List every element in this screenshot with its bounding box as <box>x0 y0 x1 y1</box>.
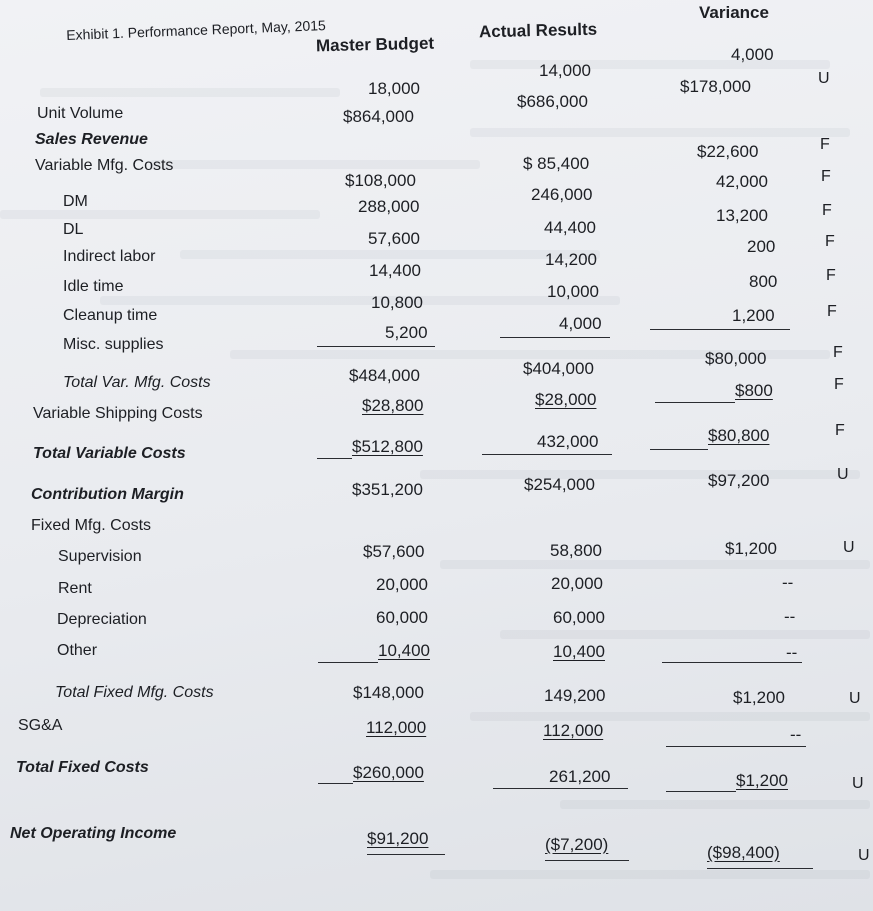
actual-value: 112,000 <box>543 721 604 740</box>
row-label: Rent <box>58 580 92 597</box>
variance-value: -- <box>784 607 796 626</box>
variance-value: $1,200 <box>733 688 785 707</box>
bleed-through-texture <box>470 712 870 721</box>
actual-value: $28,000 <box>535 390 597 409</box>
actual-value: $254,000 <box>524 475 595 494</box>
actual-value: 149,200 <box>544 686 606 705</box>
row-label: Total Variable Costs <box>33 445 186 462</box>
actual-value: $686,000 <box>517 92 588 111</box>
variance-value: -- <box>782 573 794 592</box>
subtotal-rule <box>500 337 610 338</box>
variance-flag: F <box>820 136 830 153</box>
master-value: $484,000 <box>349 366 420 385</box>
subtotal-rule <box>493 788 628 789</box>
actual-value: 10,000 <box>547 282 599 301</box>
row-label: Contribution Margin <box>31 486 184 503</box>
bleed-through-texture <box>500 630 870 639</box>
subtotal-rule <box>650 329 790 330</box>
variance-flag: U <box>843 539 855 556</box>
master-value: 60,000 <box>376 608 428 627</box>
bleed-through-texture <box>40 88 340 97</box>
row-label: Cleanup time <box>63 307 158 324</box>
row-label: Total Var. Mfg. Costs <box>63 374 211 391</box>
bleed-through-texture <box>430 870 870 879</box>
variance-flag: U <box>849 690 861 707</box>
variance-value: 200 <box>747 237 776 256</box>
actual-value: 261,200 <box>549 767 611 786</box>
subtotal-rule <box>318 662 378 663</box>
actual-value: $ 85,400 <box>523 154 590 173</box>
bleed-through-texture <box>420 470 860 479</box>
variance-value: $97,200 <box>708 471 770 490</box>
actual-value: 10,400 <box>553 642 605 661</box>
row-label: Total Fixed Costs <box>16 759 149 776</box>
variance-value: $178,000 <box>680 77 751 96</box>
actual-value: 432,000 <box>537 432 599 451</box>
actual-value: 60,000 <box>553 608 605 627</box>
master-value: 57,600 <box>368 229 420 248</box>
variance-flag: F <box>833 344 843 361</box>
variance-flag: U <box>858 847 870 864</box>
master-value: $108,000 <box>345 171 416 190</box>
row-label: Misc. supplies <box>63 336 164 353</box>
actual-value: 20,000 <box>551 574 603 593</box>
variance-flag: U <box>837 466 849 483</box>
master-value: $148,000 <box>353 683 424 702</box>
subtotal-rule <box>666 746 806 747</box>
master-value: 10,400 <box>378 641 430 660</box>
variance-value: -- <box>786 643 798 662</box>
master-value: 20,000 <box>376 575 428 594</box>
actual-value: 4,000 <box>559 314 602 333</box>
variance-flag: F <box>826 267 836 284</box>
variance-value: $80,000 <box>705 349 767 368</box>
total-rule <box>707 868 813 869</box>
actual-value: 58,800 <box>550 541 602 560</box>
bleed-through-texture <box>440 560 870 569</box>
bleed-through-texture <box>470 60 830 69</box>
header-variance: Variance <box>699 3 769 22</box>
actual-value: 246,000 <box>531 185 593 204</box>
bleed-through-texture <box>470 128 850 137</box>
section-label: Fixed Mfg. Costs <box>31 517 152 534</box>
section-label: Variable Mfg. Costs <box>35 157 174 174</box>
master-value: 112,000 <box>366 718 427 737</box>
variance-value: 4,000 <box>731 45 774 64</box>
variance-flag: U <box>818 70 830 87</box>
header-actual-results: Actual Results <box>478 19 598 42</box>
subtotal-rule <box>317 346 435 347</box>
subtotal-rule <box>318 783 353 784</box>
variance-value: $800 <box>735 381 773 400</box>
bleed-through-texture <box>150 160 480 169</box>
master-value: 18,000 <box>368 79 420 98</box>
variance-value: 42,000 <box>716 172 768 191</box>
variance-flag: U <box>852 775 864 792</box>
variance-value: -- <box>790 725 802 744</box>
variance-flag: F <box>821 168 831 185</box>
header-master-budget: Master Budget <box>315 33 435 56</box>
variance-flag: F <box>827 303 837 320</box>
variance-flag: F <box>822 202 832 219</box>
subtotal-rule <box>317 458 352 459</box>
variance-value: $22,600 <box>697 142 759 161</box>
actual-value: 44,400 <box>544 218 596 237</box>
total-rule <box>367 854 445 855</box>
row-label: SG&A <box>18 717 63 734</box>
master-value: 5,200 <box>385 323 428 342</box>
master-value: 288,000 <box>358 197 420 216</box>
row-label: DM <box>63 193 88 210</box>
master-value: $260,000 <box>353 763 424 782</box>
row-label: Idle time <box>63 278 124 295</box>
master-value: $91,200 <box>367 829 429 848</box>
master-value: $512,800 <box>352 437 423 456</box>
row-label: Total Fixed Mfg. Costs <box>55 684 214 701</box>
bleed-through-texture <box>560 800 870 809</box>
subtotal-rule <box>482 454 612 455</box>
bleed-through-texture <box>180 250 600 259</box>
variance-value: $80,800 <box>708 426 770 445</box>
variance-value: 1,200 <box>732 306 775 325</box>
actual-value: ($7,200) <box>545 835 609 854</box>
actual-value: 14,200 <box>545 250 597 269</box>
actual-value: $404,000 <box>523 359 594 378</box>
variance-value: 13,200 <box>716 206 768 225</box>
total-rule <box>545 860 629 861</box>
variance-flag: F <box>834 376 844 393</box>
bleed-through-texture <box>0 210 320 219</box>
row-label: Depreciation <box>57 611 147 628</box>
variance-flag: F <box>835 422 845 439</box>
master-value: $57,600 <box>363 542 425 561</box>
row-label: Net Operating Income <box>10 825 177 842</box>
variance-value: 800 <box>749 272 778 291</box>
variance-value: $1,200 <box>736 771 788 790</box>
row-label: Variable Shipping Costs <box>33 405 203 422</box>
row-label: Indirect labor <box>63 248 156 265</box>
row-label: Sales Revenue <box>35 131 148 148</box>
row-label: Other <box>57 642 98 659</box>
variance-flag: F <box>825 233 835 250</box>
master-value: 10,800 <box>371 293 423 312</box>
master-value: $864,000 <box>343 107 414 126</box>
master-value: $351,200 <box>352 480 423 499</box>
report-title: Exhibit 1. Performance Report, May, 2015 <box>65 17 327 43</box>
master-value: $28,800 <box>362 396 424 415</box>
subtotal-rule <box>655 402 735 403</box>
variance-value: $1,200 <box>725 539 777 558</box>
master-value: 14,400 <box>369 261 421 280</box>
bleed-through-texture <box>100 296 620 305</box>
subtotal-rule <box>662 662 802 663</box>
row-label: Unit Volume <box>37 105 124 122</box>
variance-value: ($98,400) <box>707 843 780 862</box>
subtotal-rule <box>666 791 736 792</box>
actual-value: 14,000 <box>539 61 591 80</box>
row-label: Supervision <box>58 548 142 565</box>
subtotal-rule <box>650 449 708 450</box>
row-label: DL <box>63 221 84 238</box>
